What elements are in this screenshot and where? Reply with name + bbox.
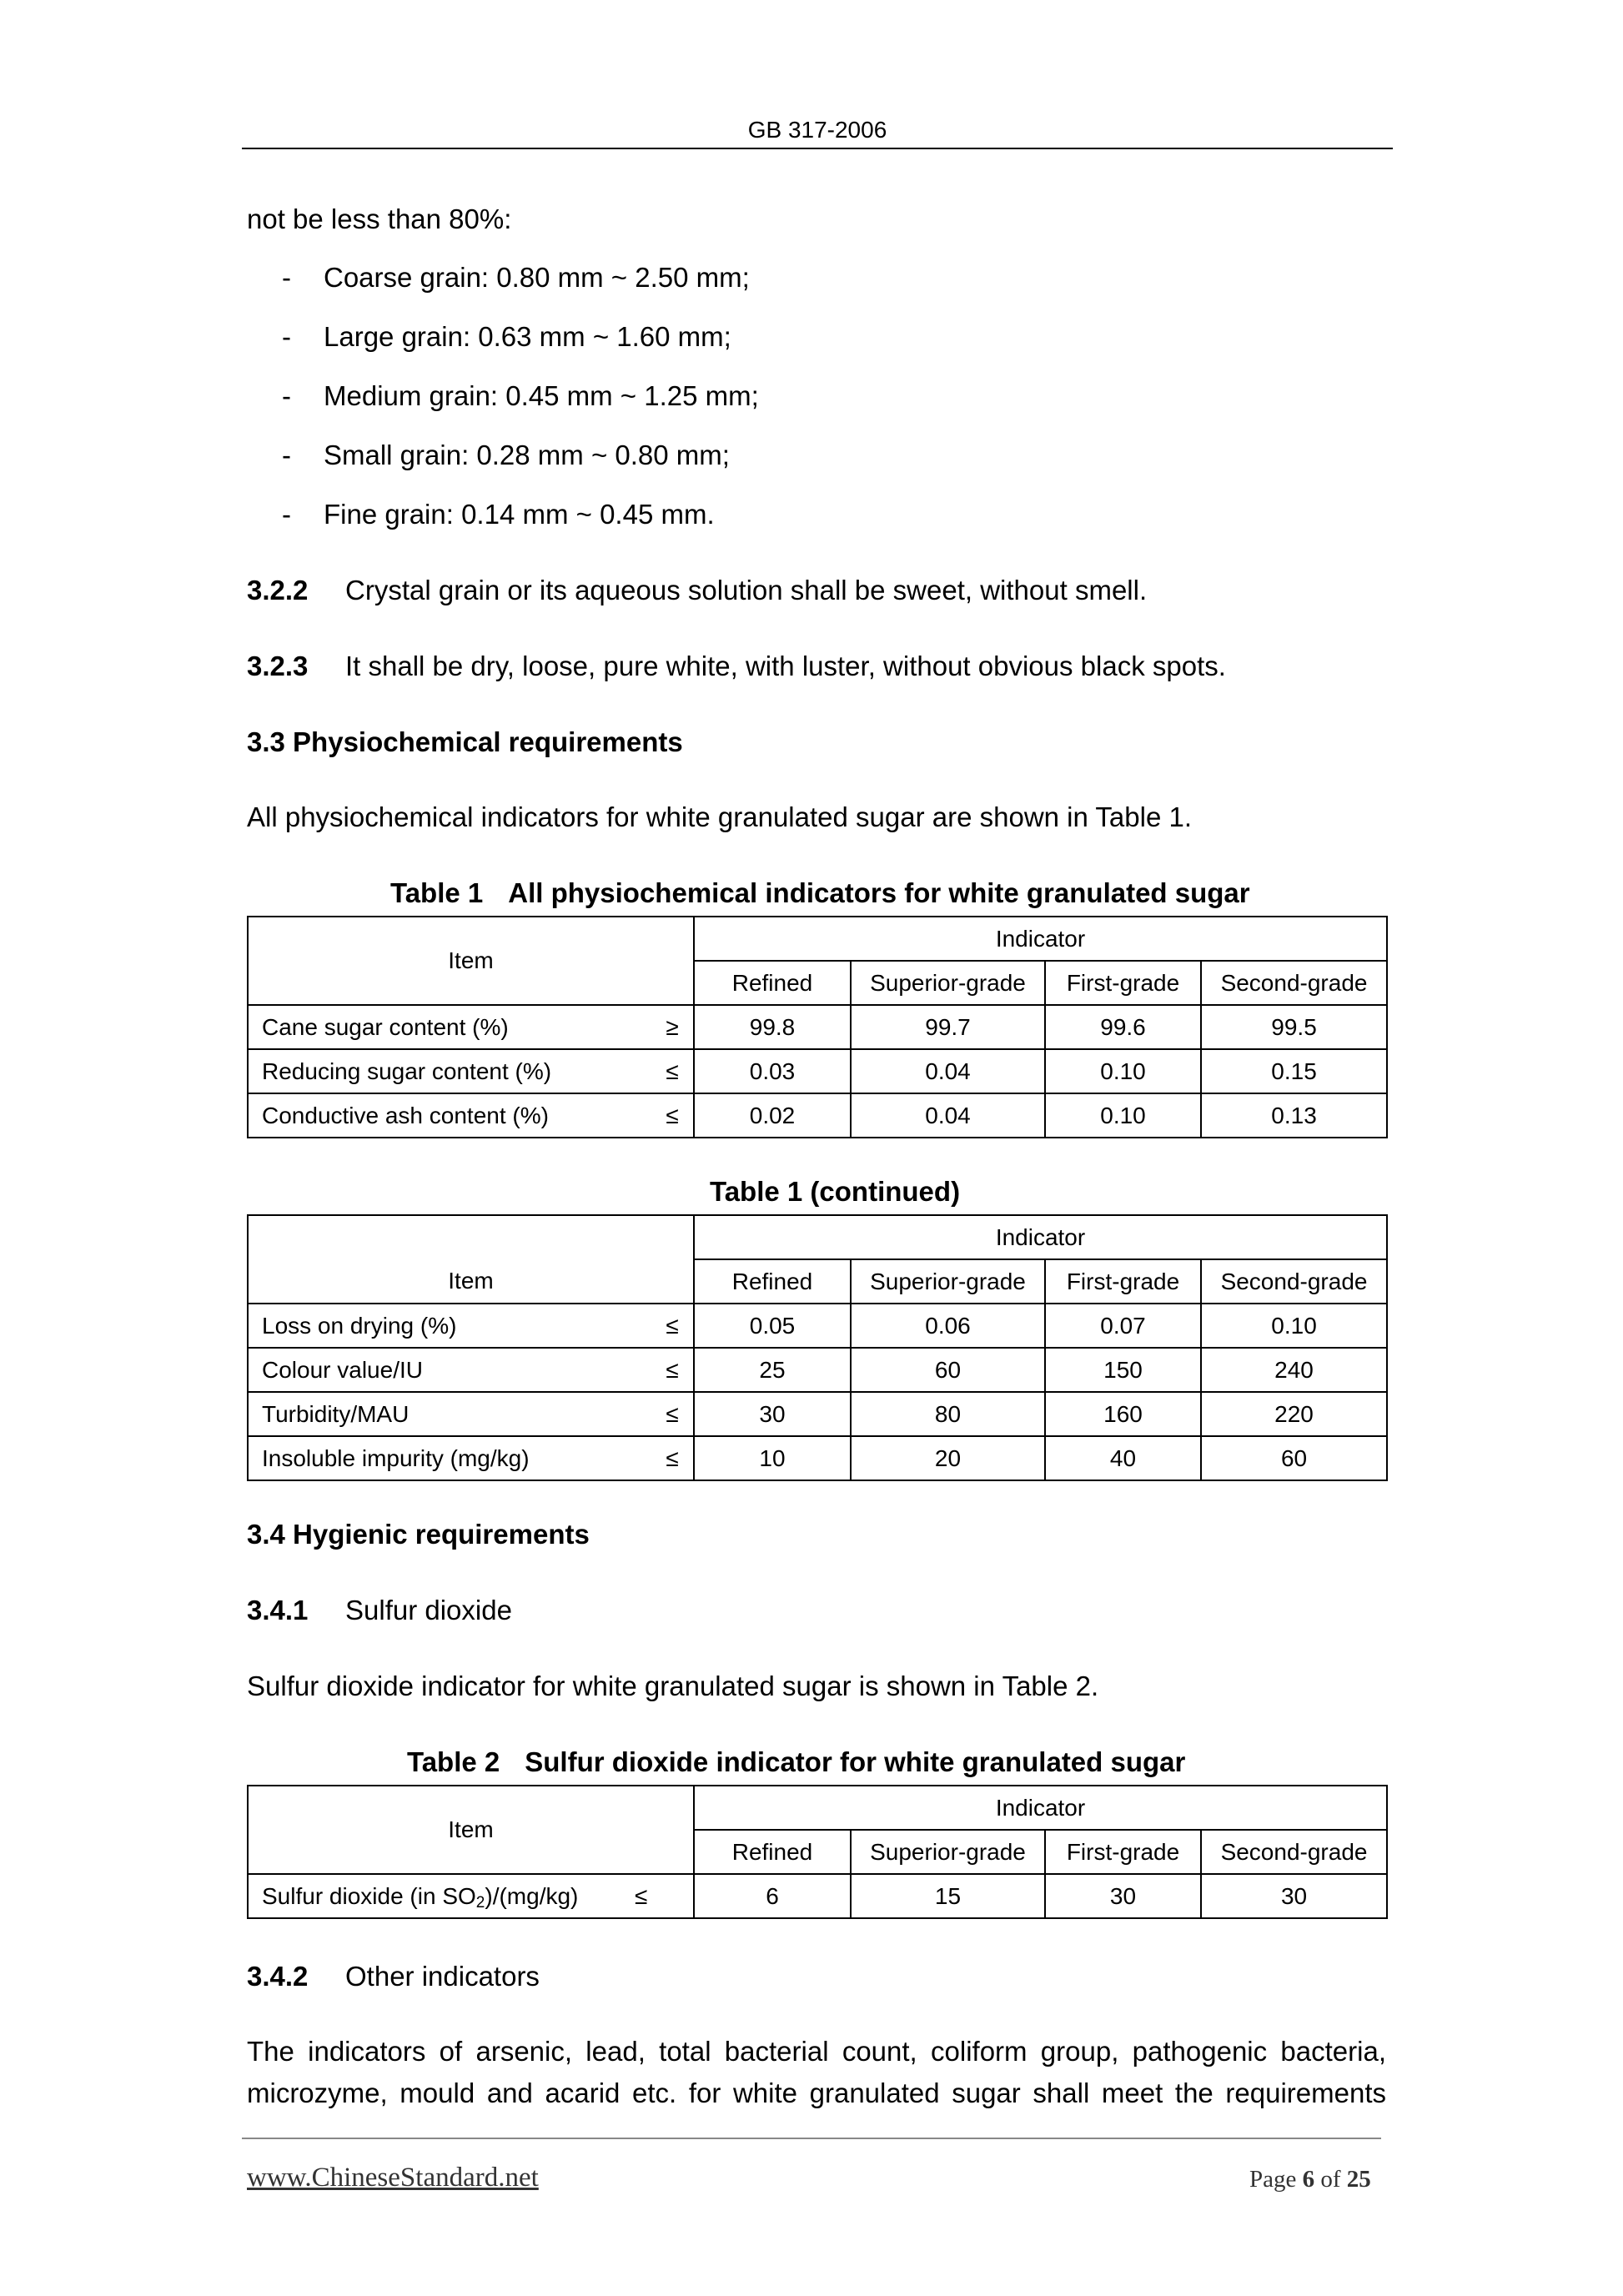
table-row: Cane sugar content (%) ≥ 99.8 99.7 99.6 99.5 xyxy=(248,1005,1387,1049)
table1-continued-caption: Table 1 (continued) xyxy=(710,1176,961,1207)
table1-indicator-header: Indicator xyxy=(694,917,1387,961)
table1-grade-header: First-grade xyxy=(1045,961,1201,1005)
table1-grade-header: Superior-grade xyxy=(851,961,1045,1005)
intro-line: not be less than 80%: xyxy=(247,203,512,234)
table1-continued-indicator-header: Indicator xyxy=(694,1215,1387,1259)
section-3-3-body: All physiochemical indicators for white granulated sugar are shown in Table 1. xyxy=(247,801,1193,832)
closing-paragraph-line1: The indicators of arsenic, lead, total bacterial count, coliform group, pathogenic bacteria, xyxy=(247,2036,1386,2067)
table-row: Colour value/IU ≤ 25 60 150 240 xyxy=(248,1348,1387,1392)
clause-3-2-3: 3.2.3 It shall be dry, loose, pure white, with luster, without obvious black spots. xyxy=(247,651,1226,681)
closing-paragraph-line2: microzyme, mould and acarid etc. for white granulated sugar shall meet the requirements xyxy=(247,2077,1386,2108)
grade-header: Second-grade xyxy=(1201,1830,1387,1874)
clause-3-4-2: 3.4.2 Other indicators xyxy=(247,1961,540,1992)
table-row: Sulfur dioxide (in $SO_2)/(mg/kg)$ ≤ 6 15 30 30 xyxy=(248,1874,1387,1918)
header-rule xyxy=(242,148,1393,149)
table2-indicator-header: Indicator xyxy=(694,1786,1387,1830)
list-item: - Medium grain: 0.45 mm ~ 1.25 mm; xyxy=(282,380,759,411)
grade-header: Refined xyxy=(694,1259,851,1304)
table1-grade-header: Second-grade xyxy=(1201,961,1387,1005)
section-3-4-heading: 3.4 Hygienic requirements xyxy=(247,1519,590,1550)
section-3-3-heading: 3.3 Physiochemical requirements xyxy=(247,726,683,757)
list-item: - Coarse grain: 0.80 mm ~ 2.50 mm; xyxy=(282,262,750,293)
grade-header: Refined xyxy=(694,1830,851,1874)
table1-continued xyxy=(247,1214,1388,1481)
clause-3-4-1-body: Sulfur dioxide indicator for white granulated sugar is shown in Table 2. xyxy=(247,1671,1099,1701)
table1-continued-item-header: Item xyxy=(248,1215,694,1304)
table-row: Conductive ash content (%) ≤ 0.02 0.04 0.10 0.13 xyxy=(248,1093,1387,1138)
list-item: - Small grain: 0.28 mm ~ 0.80 mm; xyxy=(282,440,730,470)
list-item: - Fine grain: 0.14 mm ~ 0.45 mm. xyxy=(282,499,715,530)
grade-header: First-grade xyxy=(1045,1259,1201,1304)
grade-header: Second-grade xyxy=(1201,1259,1387,1304)
table2 xyxy=(247,1785,1388,1919)
clause-3-2-2: 3.2.2 Crystal grain or its aqueous solution shall be sweet, without smell. xyxy=(247,575,1148,605)
table1-caption: Table 1 All physiochemical indicators for white granulated sugar xyxy=(390,877,1250,908)
table-row: Reducing sugar content (%) ≤ 0.03 0.04 0.10 0.15 xyxy=(248,1049,1387,1093)
table1-grade-header: Refined xyxy=(694,961,851,1005)
table-row: Insoluble impurity (mg/kg) ≤ 10 20 40 60 xyxy=(248,1436,1387,1480)
table2-caption: Table 2 Sulfur dioxide indicator for white granulated sugar xyxy=(407,1746,1186,1777)
footer-rule xyxy=(242,2138,1381,2139)
table1-item-header: Item xyxy=(248,917,694,1005)
list-item: - Large grain: 0.63 mm ~ 1.60 mm; xyxy=(282,321,731,352)
grade-header: Superior-grade xyxy=(851,1830,1045,1874)
grade-header: Superior-grade xyxy=(851,1259,1045,1304)
table-row: Loss on drying (%) ≤ 0.05 0.06 0.07 0.10 xyxy=(248,1304,1387,1348)
table2-item-header: Item xyxy=(248,1786,694,1874)
grade-header: First-grade xyxy=(1045,1830,1201,1874)
header-doc-id: GB 317-2006 xyxy=(747,117,887,143)
clause-3-4-1: 3.4.1 Sulfur dioxide xyxy=(247,1595,512,1625)
footer-site-link[interactable]: www.ChineseStandard.net xyxy=(247,2163,539,2193)
table-row: Turbidity/MAU ≤ 30 80 160 220 xyxy=(248,1392,1387,1436)
table1 xyxy=(247,916,1388,1138)
footer-page-number: Page 6 of 25 xyxy=(1249,2166,1371,2193)
